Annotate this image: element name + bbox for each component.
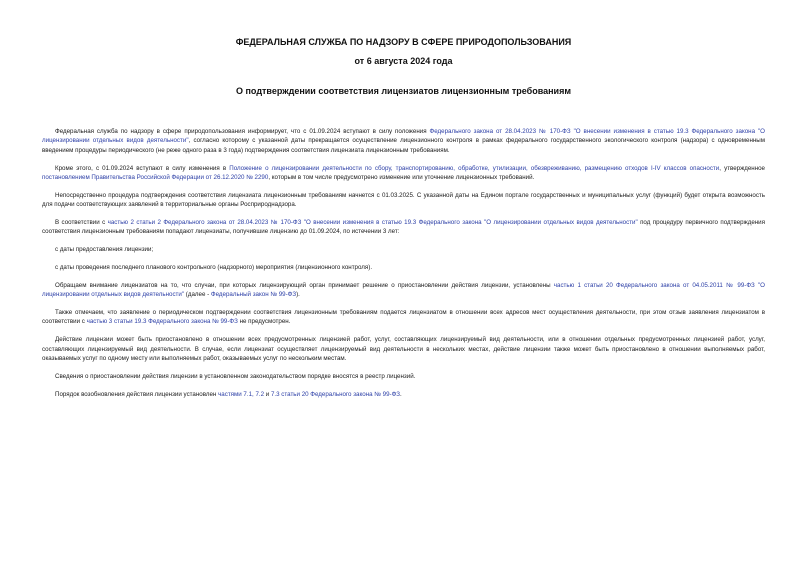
text: под процедуру первичного подтверждения соответствия лицензионным требованиям попадают лицензиаты, получившие лицензию до 01.09.2024, по истечении 3 лет: — [42, 219, 765, 236]
text: Сведения о приостановлении действия лицензии в установленном законодательством порядке вносятся в реестр лицензий. — [55, 372, 416, 380]
law-article-link[interactable]: 7.3 статьи 20 Федерального закона № 99-ФЗ — [270, 390, 401, 398]
paragraph-6 — [42, 263, 765, 272]
law-article-link[interactable]: частью 1 статьи 20 Федерального закона от 04.05.2011 № 99-ФЗ "О лицензировании отдельных видов деятельности" — [42, 281, 765, 299]
law-link[interactable]: Федерального закона от 28.04.2023 № 170-ФЗ "О внесении изменения в статью 19.3 Федерального закона "О лицензировании отдельных видов деятельности" — [42, 128, 765, 145]
text: Кроме этого, с 01.09.2024 вступают в силу изменения в — [55, 164, 230, 172]
document-date: от 6 августа 2024 года — [354, 56, 453, 66]
text: Федеральная служба по надзору в сфере природопользования информирует, что с 01.09.2024 вступают в силу положения — [55, 128, 430, 135]
paragraph-5 — [42, 245, 765, 254]
text: Обращаем внимание лицензиатов на то, что случаи, при которых лицензирующий орган принимает решение о приостановлении действия лицензии, установлены — [55, 281, 554, 289]
paragraph-7 — [42, 281, 765, 300]
text: не предусмотрен. — [237, 318, 291, 326]
document-subject: О подтверждении соответствия лицензиатов лицензионным требованиям — [236, 86, 571, 96]
paragraph-9 — [42, 335, 765, 363]
text: (далее - — [184, 291, 211, 299]
law-parts-link[interactable]: частями 7.1, 7.2 — [218, 390, 265, 398]
agency-title: ФЕДЕРАЛЬНАЯ СЛУЖБА ПО НАДЗОРУ В СФЕРЕ ПРИРОДОПОЛЬЗОВАНИЯ — [235, 37, 572, 47]
text: , утвержденное — [719, 164, 766, 172]
document-body — [42, 127, 765, 407]
text: и — [264, 390, 271, 398]
law-article-link[interactable]: частью 2 статьи 2 Федерального закона от 28.04.2023 № 170-ФЗ "О внесении изменения в статью 19.3 Федерального закона "О лицензировании отдельных видов деятельности" — [107, 219, 638, 227]
text: , которым в том числе предусмотрено изменение или уточнение лицензионных требований. — [268, 174, 535, 182]
text: Порядок возобновления действия лицензии установлен — [55, 390, 219, 398]
text: . — [400, 390, 402, 398]
text: В соответствии с — [55, 219, 108, 227]
paragraph-8 — [42, 308, 765, 327]
paragraph-4 — [42, 218, 765, 237]
text: ). — [296, 291, 300, 299]
paragraph-2 — [42, 164, 765, 183]
law-99-link[interactable]: Федеральный закон № 99-ФЗ — [210, 291, 297, 299]
text: Действие лицензии может быть приостановлено в отношении всех предусмотренных лицензией работ, услуг, составляющих лицензируемый вид деятельности, или в отношении отдельных предусмотренных лицензией работ, услуг, составляющих лицензируемый вид деятельности. В случае, если лицензиат осуществляет лицензируемый вид деятельности в нескольких местах, действие лицензии также может быть приостановлено в отношении выполняемых работ, оказываемых услуг по одному месту или выполняемых работ, оказываемых услуг по нескольким местам. — [42, 336, 765, 363]
paragraph-1 — [42, 127, 765, 155]
regulation-link[interactable]: Положение о лицензировании деятельности по сбору, транспортированию, обработке, утилизации, обезвреживанию, размещению отходов I-IV классов опасности — [229, 164, 720, 172]
text: с даты предоставления лицензии; — [55, 246, 154, 254]
text: , согласно которому с указанной даты прекращается осуществление лицензионного контроля в рамках федерального государственного экологического контроля (надзора) с одновременным введением процедуры периодического (не реже одного раза в 3 года) подтверждения соответствия лицензиата лицензионным требованиям. — [42, 137, 765, 154]
paragraph-3 — [42, 191, 765, 210]
resolution-link[interactable]: постановлением Правительства Российской Федерации от 26.12.2020 № 2290 — [42, 174, 269, 182]
paragraph-10 — [42, 372, 765, 381]
text: Непосредственно процедура подтверждения соответствия лицензиата лицензионным требованиям начнется с 01.03.2025. С указанной даты на Едином портале государственных и муниципальных услуг (функций) будет открыта возможность для подачи соответствующих заявлений в территориальные органы Росприроднадзора. — [42, 191, 765, 209]
text: Также отмечаем, что заявление о периодическом подтверждении соответствия лицензионным требованиям подается лицензиатом в отношении всех адресов мест осуществления деятельности, при этом отзыв заявления лицензиатом в соответствии с — [42, 309, 765, 326]
law-article-link[interactable]: частью 3 статьи 19.3 Федерального закона № 99-ФЗ — [86, 318, 238, 326]
text: с даты проведения последнего планового контрольного (надзорного) мероприятия (лицензионного контроля). — [55, 264, 373, 272]
paragraph-11 — [42, 390, 765, 399]
